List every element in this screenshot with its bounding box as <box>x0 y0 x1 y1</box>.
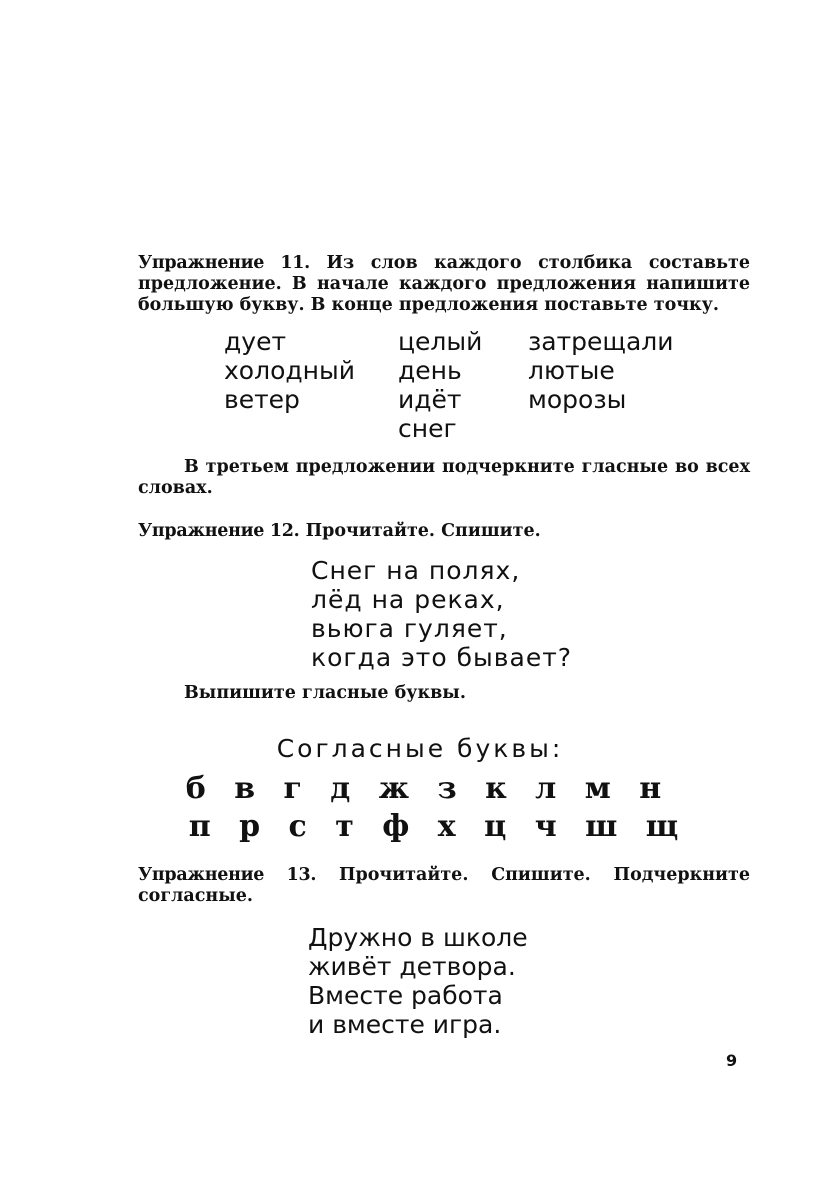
column-word: день <box>398 356 462 385</box>
column-word: морозы <box>528 385 627 414</box>
exercise-12-text: Прочитайте. Спишите. <box>305 521 541 541</box>
poem-line: живёт детвора. <box>308 952 516 981</box>
poem-line: вьюга гуляет, <box>311 614 508 643</box>
poem-line: лёд на реках, <box>311 585 505 614</box>
poem-line: Вместе работа <box>308 981 503 1010</box>
column-word: затрещали <box>528 327 674 356</box>
word-columns <box>0 327 840 447</box>
word-column-3 <box>528 327 674 414</box>
exercise-11-text: Из слов каждого столбика составьте предложение. В начале каждого предложения напишите большую букву. В конце предложения поставьте точку. <box>138 253 751 315</box>
exercise-11 <box>138 253 750 316</box>
page-number: 9 <box>726 1051 738 1070</box>
poem-line: когда это бывает? <box>311 643 573 672</box>
exercise-13 <box>138 865 750 907</box>
exercise-12-instructions <box>138 521 750 542</box>
exercise-13-text: Прочитайте. Спишите. Подчеркните согласные. <box>138 865 750 906</box>
exercise-12-label: Упражнение 12. <box>138 521 300 541</box>
column-word: лютые <box>528 356 615 385</box>
poem-line: и вместе игра. <box>308 1010 502 1039</box>
poem-line: Дружно в школе <box>308 923 528 952</box>
word-column-1 <box>224 327 355 414</box>
exercise-11-label: Упражнение 11. <box>138 253 310 273</box>
column-word: дует <box>224 327 287 356</box>
exercise-12-poem <box>311 556 572 672</box>
exercise-13-poem <box>308 923 528 1039</box>
exercise-12 <box>138 521 750 542</box>
word-column-2 <box>398 327 482 443</box>
exercise-11-instructions <box>138 253 750 316</box>
exercise-11-task: В третьем предложении подчеркните гласные во всех словах. <box>138 457 750 498</box>
consonants-title: Согласные буквы: <box>276 734 564 763</box>
column-word: идёт <box>398 385 462 414</box>
exercise-13-label: Упражнение 13. <box>138 865 317 885</box>
consonants-row-1: б в г д ж з к л м н <box>185 771 671 806</box>
column-word: ветер <box>224 385 300 414</box>
exercise-13-instructions <box>138 865 750 907</box>
column-word: снег <box>398 414 457 443</box>
poem-line: Снег на полях, <box>311 556 521 585</box>
column-word: холодный <box>224 356 355 385</box>
column-word: целый <box>398 327 483 356</box>
consonants-row-2: п р с т ф х ц ч ш щ <box>188 809 688 844</box>
exercise-12-task: Выпишите гласные буквы. <box>184 683 466 703</box>
